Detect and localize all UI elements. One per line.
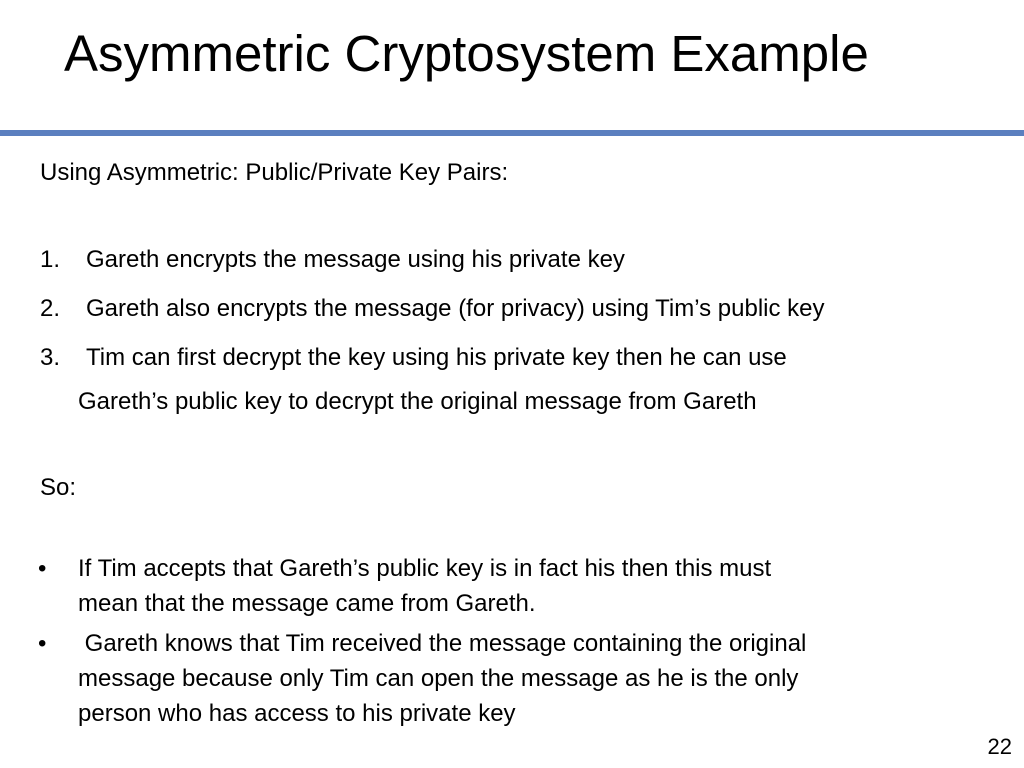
bullet-1-line-2: mean that the message came from Gareth. <box>78 590 536 617</box>
so-label: So: <box>40 474 77 501</box>
slide-title: Asymmetric Cryptosystem Example <box>64 25 869 82</box>
bullet-1-line-1: If Tim accepts that Gareth’s public key is in fact his then this must <box>78 555 772 582</box>
bullet-2-line-1: Gareth knows that Tim received the message containing the original <box>78 630 807 657</box>
step-3-text-line-1: Tim can first decrypt the key using his private key then he can use <box>86 344 787 371</box>
page-number: 22 <box>987 734 1012 759</box>
step-2-text: Gareth also encrypts the message (for privacy) using Tim’s public key <box>86 295 825 322</box>
intro-text: Using Asymmetric: Public/Private Key Pairs: <box>40 159 509 186</box>
bullet-2-symbol: • <box>38 630 47 657</box>
bullet-2-line-2: message because only Tim can open the message as he is the only <box>78 665 799 692</box>
title-divider <box>0 130 1024 136</box>
bullet-1-symbol: • <box>38 555 47 582</box>
step-1-number: 1. <box>40 246 61 273</box>
bullet-2-line-3: person who has access to his private key <box>78 700 516 727</box>
step-2-number: 2. <box>40 295 61 322</box>
step-3-number: 3. <box>40 344 61 371</box>
step-1-text: Gareth encrypts the message using his private key <box>86 246 625 273</box>
step-3-text-line-2: Gareth’s public key to decrypt the original message from Gareth <box>78 388 757 415</box>
